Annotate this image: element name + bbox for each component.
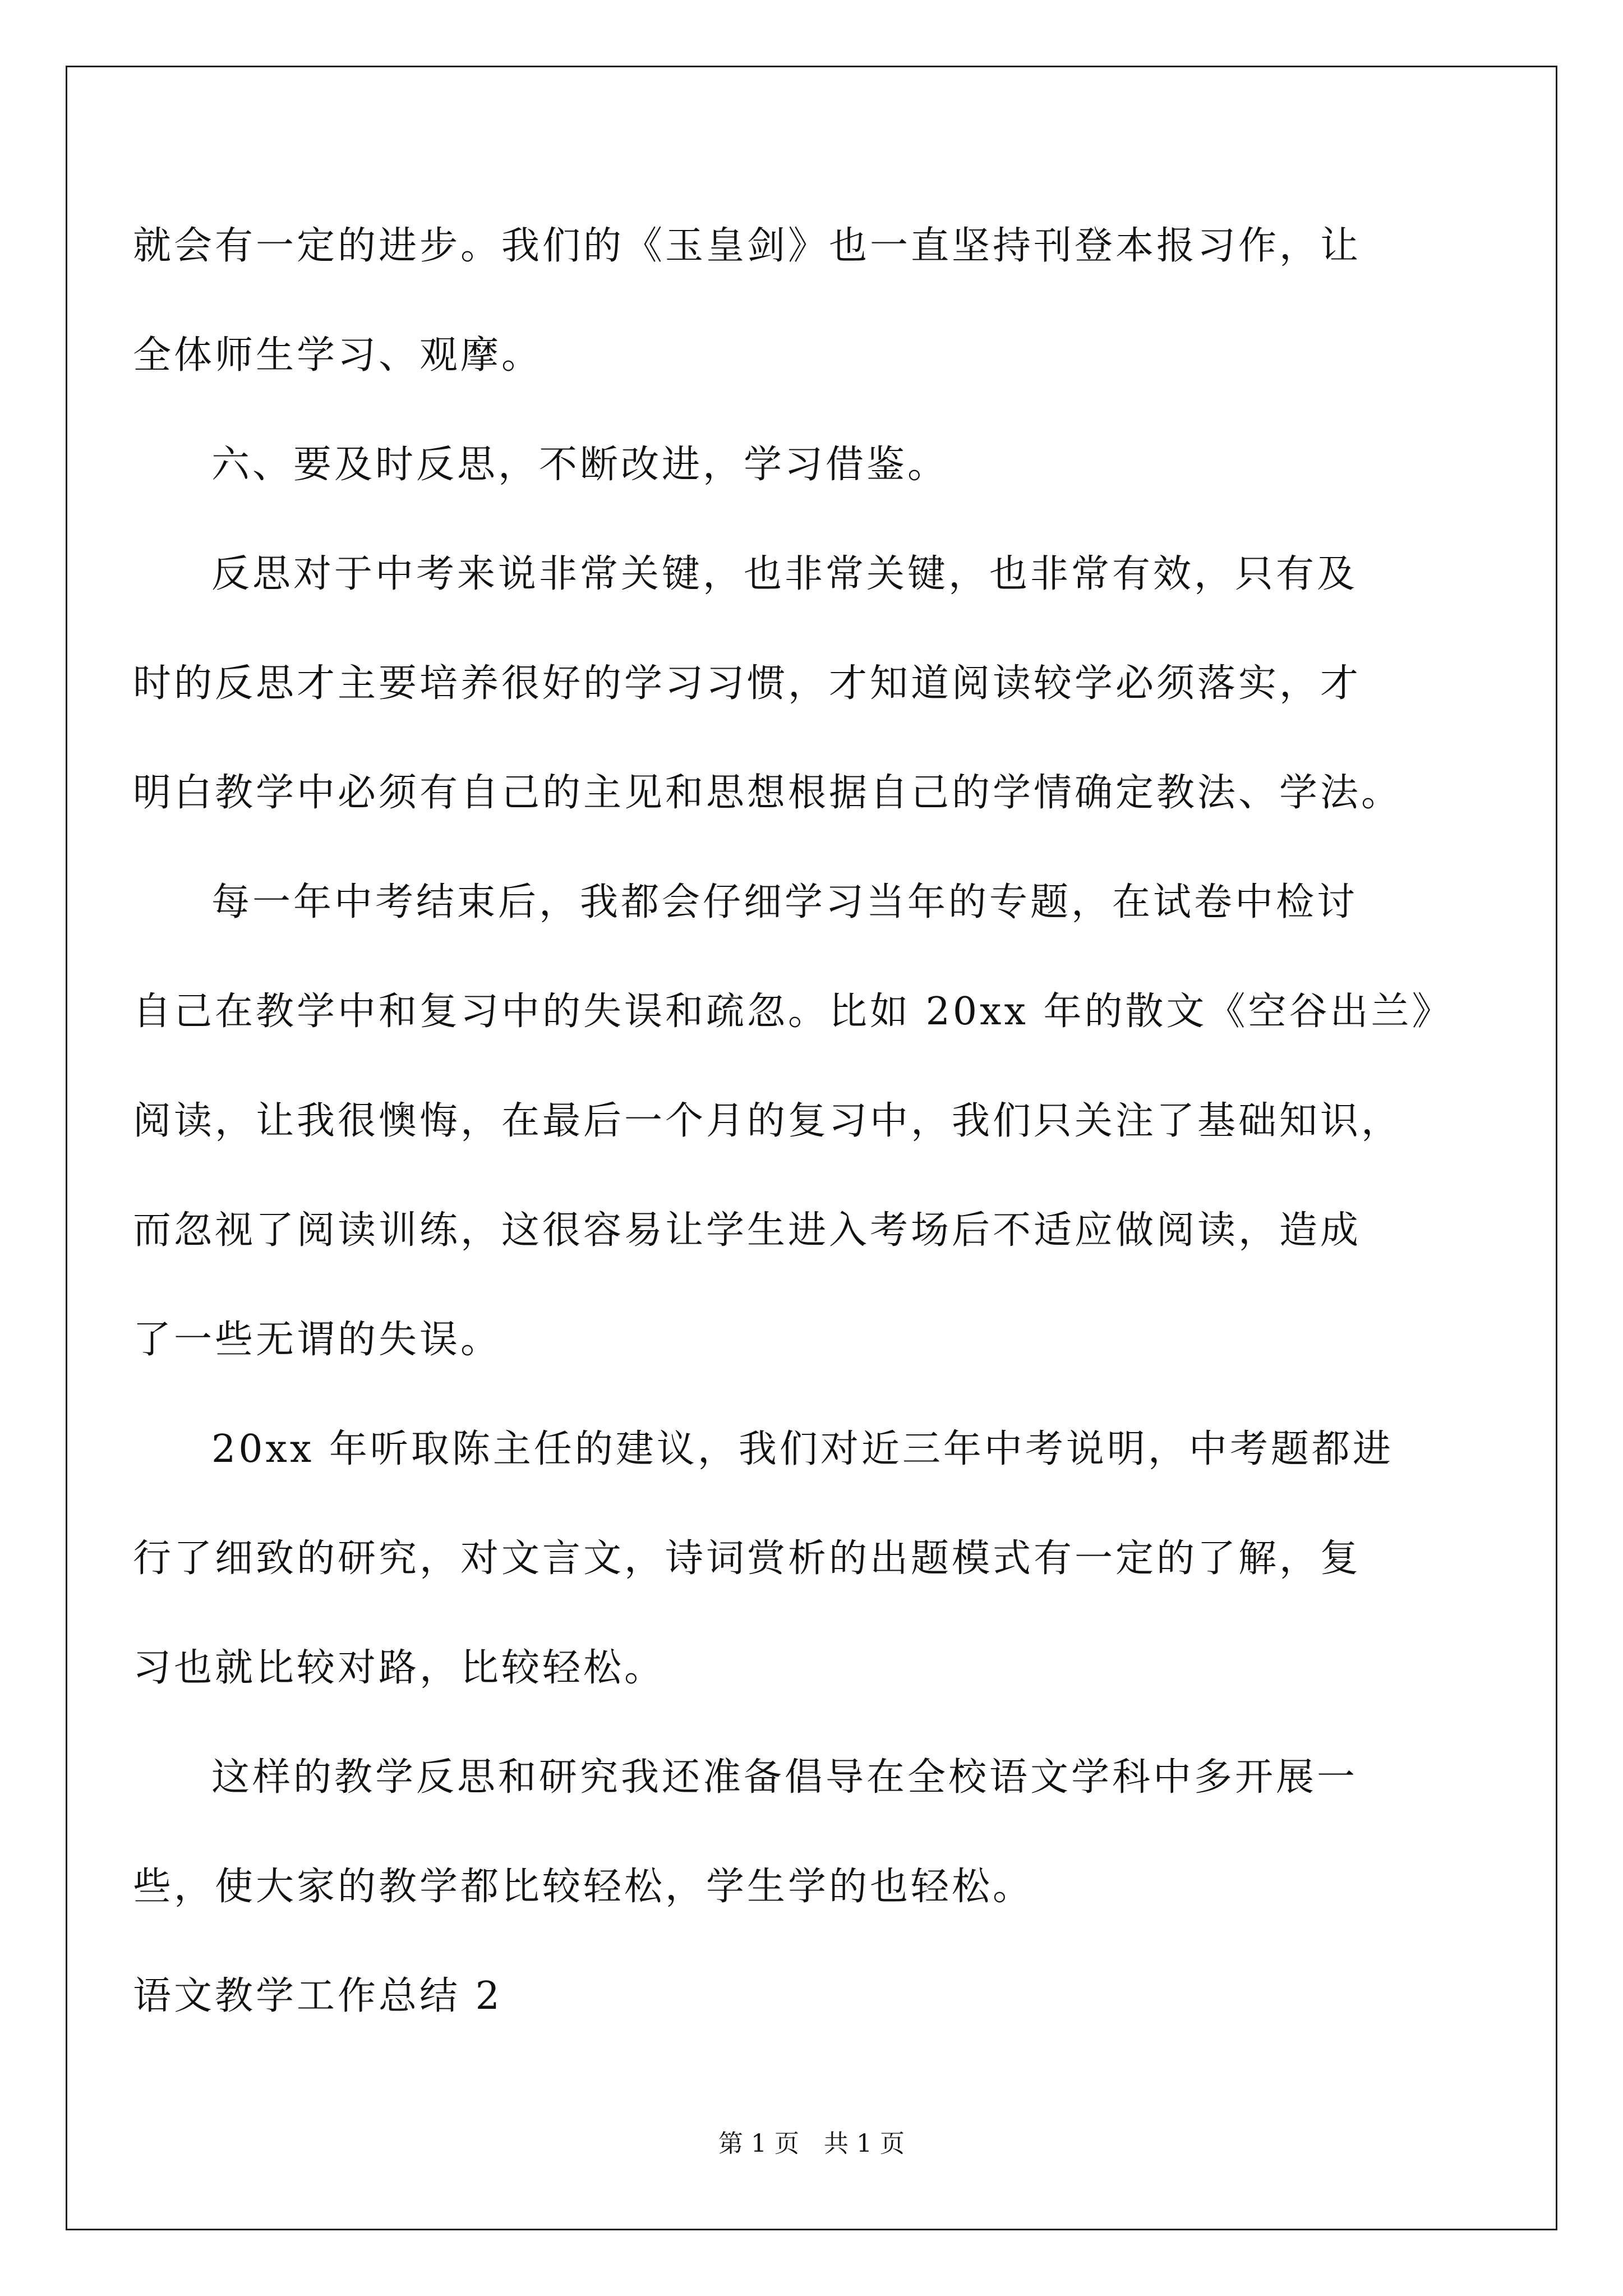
paragraph-line: 这样的教学反思和研究我还准备倡导在全校语文学科中多开展一 [211,1755,1358,1800]
paragraph-line: 全体师生学习、观摩。 [133,333,543,378]
section-title: 语文教学工作总结 2 [133,1974,502,2018]
paragraph-line: 自己在教学中和复习中的失误和疏忽。比如 20xx 年的散文《空谷出兰》 [133,990,1453,1034]
paragraph-line: 反思对于中考来说非常关键，也非常关键，也非常有效，只有及 [211,552,1358,596]
paragraph-line: 而忽视了阅读训练，这很容易让学生进入考场后不适应做阅读，造成 [133,1208,1362,1253]
section-heading: 六、要及时反思，不断改进，学习借鉴。 [211,443,949,487]
paragraph-line: 行了细致的研究，对文言文，诗词赏析的出题模式有一定的了解，复 [133,1536,1362,1581]
paragraph-line: 些，使大家的教学都比较轻松，学生学的也轻松。 [133,1865,1034,1909]
paragraph-line: 就会有一定的进步。我们的《玉皇剑》也一直坚持刊登本报习作，让 [133,224,1362,268]
paragraph-line: 阅读，让我很懊悔，在最后一个月的复习中，我们只关注了基础知识， [133,1099,1403,1143]
paragraph-line: 习也就比较对路，比较轻松。 [133,1646,666,1690]
paragraph-line: 时的反思才主要培养很好的学习习惯，才知道阅读较学必须落实，才 [133,661,1362,706]
page-footer: 第 1 页 共 1 页 [718,2129,905,2158]
paragraph-line: 明白教学中必须有自己的主见和思想根据自己的学情确定教法、学法。 [133,771,1403,815]
paragraph-line: 了一些无谓的失误。 [133,1318,502,1362]
paragraph-line: 20xx 年听取陈主任的建议，我们对近三年中考说明，中考题都进 [211,1427,1394,1471]
paragraph-line: 每一年中考结束后，我都会仔细学习当年的专题，在试卷中检讨 [211,880,1358,924]
